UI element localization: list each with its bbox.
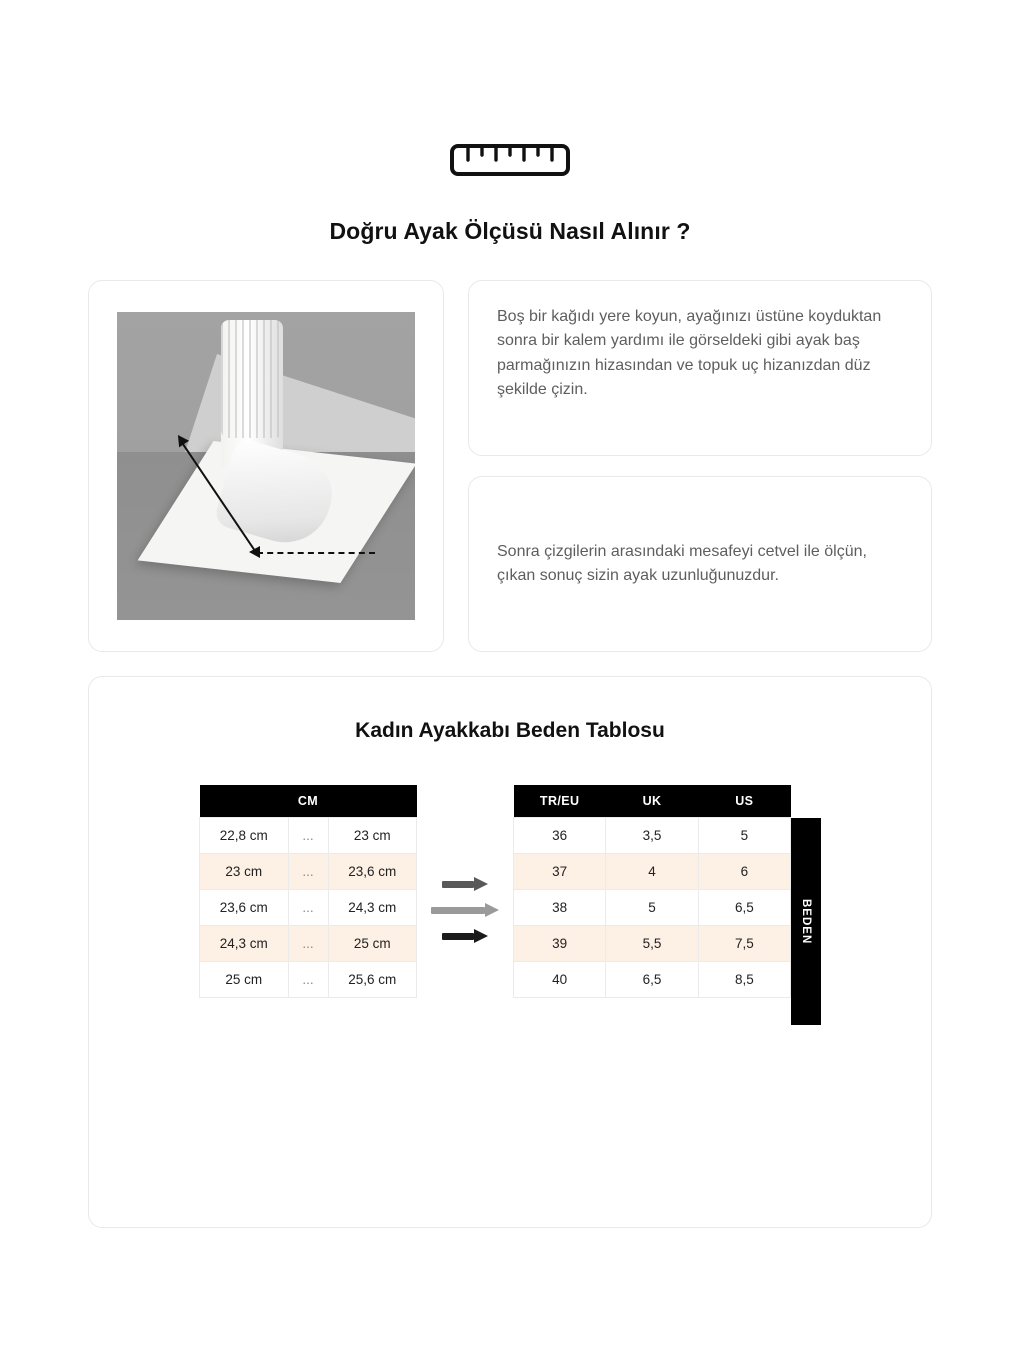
size-tr-eu: 36 [514, 818, 606, 854]
foot-measurement-photo [117, 312, 415, 620]
sizes-header-us: US [698, 785, 790, 818]
size-chart-card [88, 676, 932, 1228]
cm-sep: ... [288, 962, 328, 998]
cm-sep: ... [288, 854, 328, 890]
cm-from: 25 cm [200, 962, 289, 998]
photo-dashed-arrow-head [249, 546, 260, 558]
cm-to: 24,3 cm [328, 890, 417, 926]
instruction-step-1: Boş bir kağıdı yere koyun, ayağınızı üstüne koyduktan sonra bir kalem yardımı ile görseldeki gibi ayak baş parmağınızın hizasından ve topuk uç hizanızdan düz şekilde çizin. [468, 280, 932, 456]
instruction-text-column [468, 280, 932, 652]
sizes-header-uk: UK [606, 785, 698, 818]
cm-to: 25,6 cm [328, 962, 417, 998]
sizes-table-header-row [514, 785, 791, 818]
size-tr-eu: 37 [514, 854, 606, 890]
cm-from: 23,6 cm [200, 890, 289, 926]
table-row [200, 890, 417, 926]
size-chart-tables [89, 785, 931, 1025]
table-row [200, 818, 417, 854]
size-uk: 3,5 [606, 818, 698, 854]
sizes-group [513, 785, 821, 1025]
size-us: 8,5 [698, 962, 790, 998]
arrow-icon [442, 929, 488, 943]
ruler-icon-wrap [0, 140, 1020, 180]
cm-sep: ... [288, 818, 328, 854]
photo-dashed-line [257, 552, 375, 554]
cm-table-header: CM [200, 785, 417, 818]
cm-to: 25 cm [328, 926, 417, 962]
table-row [514, 818, 791, 854]
size-uk: 4 [606, 854, 698, 890]
size-tr-eu: 39 [514, 926, 606, 962]
beden-side-label-text: BEDEN [800, 898, 812, 945]
table-row [200, 854, 417, 890]
sizes-header-tr-eu: TR/EU [514, 785, 606, 818]
size-tr-eu: 38 [514, 890, 606, 926]
page-title: Doğru Ayak Ölçüsü Nasıl Alınır ? [329, 218, 691, 244]
illustration-card [88, 280, 444, 652]
beden-side-label [791, 818, 821, 1025]
table-row [514, 926, 791, 962]
sizes-table [513, 785, 791, 998]
size-uk: 5 [606, 890, 698, 926]
size-chart-title: Kadın Ayakkabı Beden Tablosu [355, 719, 665, 742]
instruction-step-2 [468, 476, 932, 652]
cm-sep: ... [288, 926, 328, 962]
cm-to: 23,6 cm [328, 854, 417, 890]
conversion-arrows [417, 785, 513, 943]
cm-from: 23 cm [200, 854, 289, 890]
table-row [514, 854, 791, 890]
table-row [514, 890, 791, 926]
instruction-step-2-text: Sonra çizgilerin arasındaki mesafeyi cetvel ile ölçün, çıkan sonuç sizin ayak uzunluğunuzdur. [497, 542, 867, 584]
ruler-icon [450, 140, 570, 180]
size-uk: 6,5 [606, 962, 698, 998]
instructions-row [88, 280, 932, 652]
size-us: 6 [698, 854, 790, 890]
arrow-icon [442, 877, 488, 891]
table-row [200, 962, 417, 998]
photo-sock-texture [221, 320, 283, 438]
size-uk: 5,5 [606, 926, 698, 962]
table-row [200, 926, 417, 962]
cm-table-header-row [200, 785, 417, 818]
cm-from: 24,3 cm [200, 926, 289, 962]
table-row [514, 962, 791, 998]
size-tr-eu: 40 [514, 962, 606, 998]
cm-table [199, 785, 417, 998]
cm-from: 22,8 cm [200, 818, 289, 854]
arrow-icon [431, 903, 499, 917]
cm-sep: ... [288, 890, 328, 926]
size-us: 7,5 [698, 926, 790, 962]
size-us: 6,5 [698, 890, 790, 926]
cm-to: 23 cm [328, 818, 417, 854]
size-us: 5 [698, 818, 790, 854]
